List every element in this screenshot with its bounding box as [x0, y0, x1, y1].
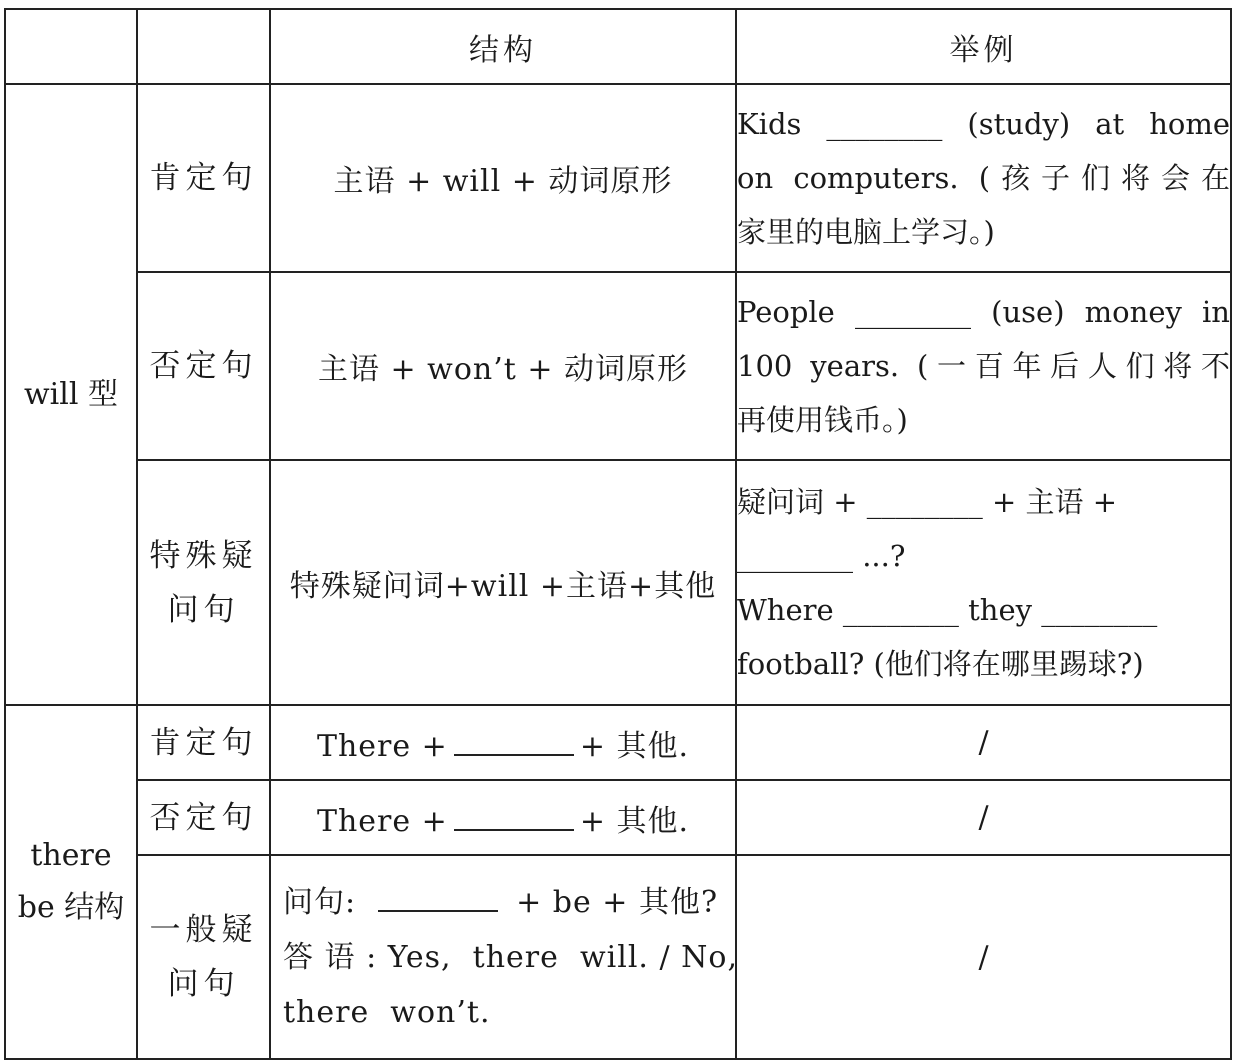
- grammar-table: [4, 8, 1232, 1060]
- fill-blank: [378, 880, 498, 912]
- type-line: 特殊疑: [149, 537, 258, 574]
- type-line: 问句: [167, 591, 240, 628]
- there-negative-example: /: [736, 780, 1231, 855]
- will-group-label: will 型: [5, 84, 137, 705]
- structure-suffix: + 其他.: [579, 728, 690, 764]
- will-negative-row: [5, 272, 1231, 460]
- example-line: football? (他们将在哪里踢球?): [737, 646, 1144, 681]
- structure-suffix: + 其他.: [579, 803, 690, 839]
- question-suffix: + be + 其他?: [516, 884, 719, 920]
- example-line: 疑问词 + ________ + 主语 +: [737, 484, 1117, 519]
- there-negative-row: [5, 780, 1231, 855]
- there-negative-structure: [270, 780, 736, 855]
- will-special-question-row: [5, 460, 1231, 705]
- example-line: Kids ________ (study) at home: [737, 107, 1230, 141]
- will-affirmative-example: [736, 84, 1231, 272]
- there-general-question-example: /: [736, 855, 1231, 1059]
- there-affirmative-type: 肯定句: [137, 705, 270, 780]
- will-negative-example: [736, 272, 1231, 460]
- example-line: 家里的电脑上学习。): [737, 215, 995, 249]
- will-special-question-example: [736, 460, 1231, 705]
- answer-line-2: there won’t.: [283, 994, 491, 1030]
- example-line: on computers. (孩子们将会在: [737, 161, 1230, 195]
- example-line: ________ ...?: [737, 538, 906, 573]
- header-row: [5, 9, 1231, 84]
- will-affirmative-structure: 主语 + will + 动词原形: [270, 84, 736, 272]
- question-line: [283, 875, 735, 930]
- example-line: 100 years. (一百年后人们将不: [737, 349, 1230, 383]
- will-special-question-type: [137, 460, 270, 705]
- will-affirmative-type: 肯定句: [137, 84, 270, 272]
- there-general-question-structure: [270, 855, 736, 1059]
- type-line: 问句: [167, 966, 240, 1002]
- structure-prefix: There +: [316, 803, 448, 839]
- there-affirmative-example: /: [736, 705, 1231, 780]
- group-label-line: be 结构: [17, 890, 125, 925]
- header-empty-2: [137, 9, 270, 84]
- there-group-label: [5, 705, 137, 1059]
- will-special-question-structure: 特殊疑问词+will +主语+其他: [270, 460, 736, 705]
- fill-blank: [454, 724, 574, 756]
- there-affirmative-structure: [270, 705, 736, 780]
- example-line: People ________ (use) money in: [737, 295, 1230, 329]
- header-structure: 结构: [270, 9, 736, 84]
- type-line: 一般疑: [149, 912, 258, 948]
- example-line: 再使用钱币。): [737, 403, 908, 437]
- will-affirmative-row: [5, 84, 1231, 272]
- answer-line-1: 答 语 : Yes, there will. / No,: [283, 939, 738, 975]
- there-general-question-row: [5, 855, 1231, 1059]
- example-line: Where ________ they ________: [737, 592, 1158, 627]
- there-negative-type: 否定句: [137, 780, 270, 855]
- header-empty-1: [5, 9, 137, 84]
- there-affirmative-row: [5, 705, 1231, 780]
- there-general-question-type: [137, 855, 270, 1059]
- will-negative-structure: 主语 + won’t + 动词原形: [270, 272, 736, 460]
- will-negative-type: 否定句: [137, 272, 270, 460]
- question-prefix: 问句:: [283, 884, 357, 920]
- header-example: 举例: [736, 9, 1231, 84]
- group-label-line: there: [30, 838, 112, 873]
- fill-blank: [454, 799, 574, 831]
- structure-prefix: There +: [316, 728, 448, 764]
